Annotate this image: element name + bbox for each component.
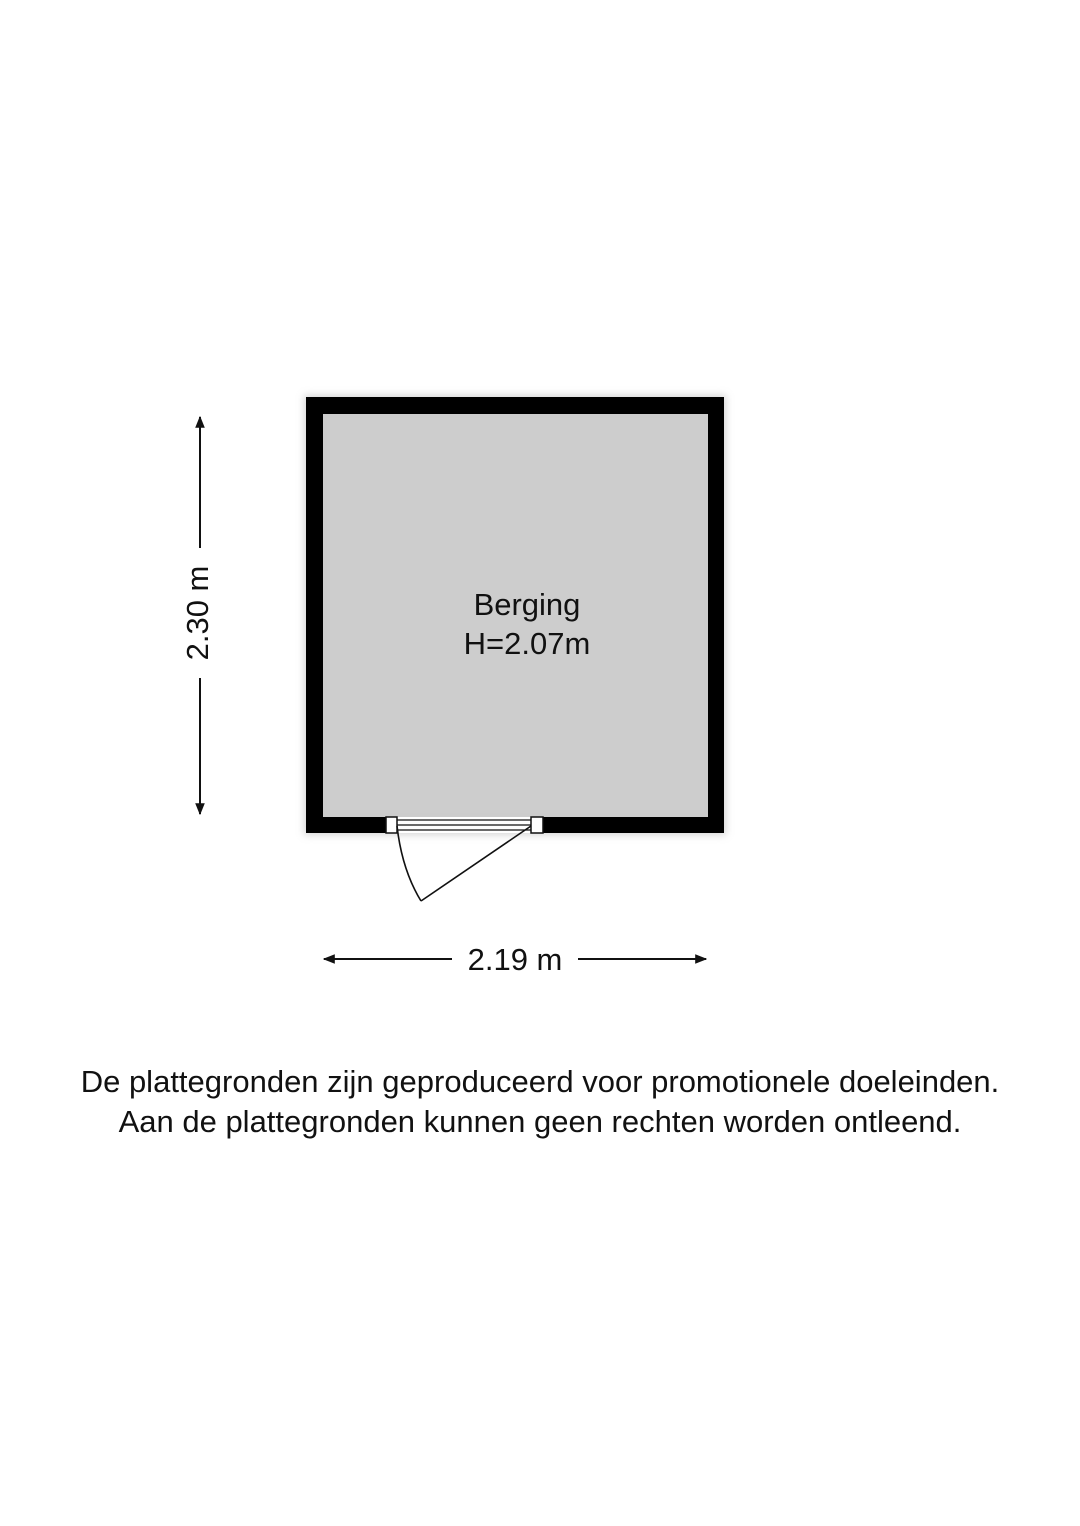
door-frame-right (531, 817, 543, 833)
disclaimer (0, 1062, 1080, 1142)
room-name-label: Berging (473, 587, 581, 622)
door-leaf (421, 826, 531, 901)
door-swing-arc (397, 826, 421, 901)
depth-dimension-label: 2.30 m (180, 565, 216, 661)
door-frame-left (386, 817, 397, 833)
width-dimension-label: 2.19 m (467, 942, 563, 977)
disclaimer-line-1: De plattegronden zijn geproduceerd voor promotionele doeleinden. (80, 1064, 1000, 1099)
room-height-label: H=2.07m (463, 626, 591, 661)
disclaimer-line-2: Aan de plattegronden kunnen geen rechten worden ontleend. (118, 1104, 962, 1139)
